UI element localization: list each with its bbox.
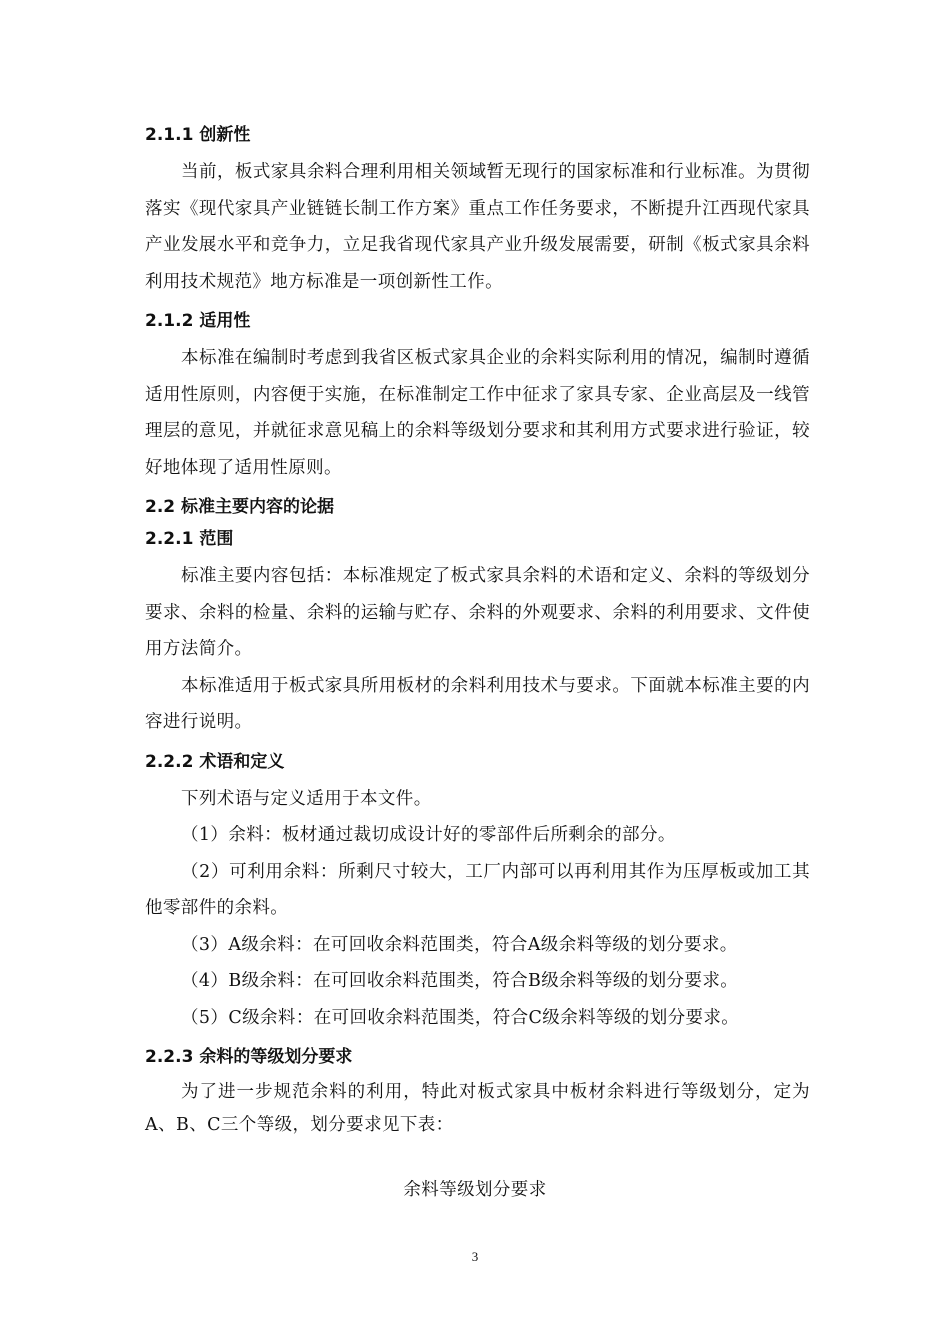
term-item-3: （3）A级余料：在可回收余料范围类，符合A级余料等级的划分要求。 <box>181 934 738 955</box>
paragraph-terms-intro: 下列术语与定义适用于本文件。 <box>181 788 432 809</box>
term-item-5: （5）C级余料：在可回收余料范围类，符合C级余料等级的划分要求。 <box>181 1007 740 1028</box>
heading-2-2: 2.2 标准主要内容的论据 <box>145 497 335 517</box>
page-content <box>145 120 810 1142</box>
page-number: 3 <box>471 1249 479 1264</box>
paragraph-scope-content: 标准主要内容包括：本标准规定了板式家具余料的术语和定义、余料的等级划分要求、余料的检量、余料的运输与贮存、余料的外观要求、余料的利用要求、文件使用方法简介。 <box>145 566 810 659</box>
paragraph-innovation: 当前，板式家具余料合理利用相关领域暂无现行的国家标准和行业标准。为贯彻落实《现代家具产业链链长制工作方案》重点工作任务要求，不断提升江西现代家具产业发展水平和竞争力，立足我省现代家具产业升级发展需要，研制《板式家具余料利用技术规范》地方标准是一项创新性工作。 <box>145 162 810 292</box>
paragraph-applicability: 本标准在编制时考虑到我省区板式家具企业的余料实际利用的情况，编制时遵循适用性原则，内容便于实施，在标准制定工作中征求了家具专家、企业高层及一线管理层的意见，并就征求意见稿上的余料等级划分要求和其利用方式要求进行验证，较好地体现了适用性原则。 <box>145 348 810 478</box>
term-item-1: （1）余料：板材通过裁切成设计好的零部件后所剩余的部分。 <box>181 825 676 845</box>
heading-2-2-2: 2.2.2 术语和定义 <box>145 751 285 772</box>
heading-2-1-2: 2.1.2 适用性 <box>145 311 251 331</box>
term-item-4: （4）B级余料：在可回收余料范围类，符合B级余料等级的划分要求。 <box>181 971 739 991</box>
table-title: 余料等级划分要求 <box>403 1180 547 1200</box>
heading-2-2-3: 2.2.3 余料的等级划分要求 <box>145 1047 353 1067</box>
heading-2-2-1: 2.2.1 范围 <box>145 529 234 549</box>
paragraph-scope-applicability: 本标准适用于板式家具所用板材的余料利用技术与要求。下面就本标准主要的内容进行说明。 <box>145 675 810 732</box>
heading-2-1-1: 2.1.1 创新性 <box>145 125 251 145</box>
term-item-2: （2）可利用余料：所剩尺寸较大，工厂内部可以再利用其作为压厚板或加工其他零部件的余料。 <box>145 861 810 918</box>
paragraph-grading-intro: 为了进一步规范余料的利用，特此对板式家具中板材余料进行等级划分，定为A、B、C三个等级，划分要求见下表： <box>145 1082 810 1135</box>
